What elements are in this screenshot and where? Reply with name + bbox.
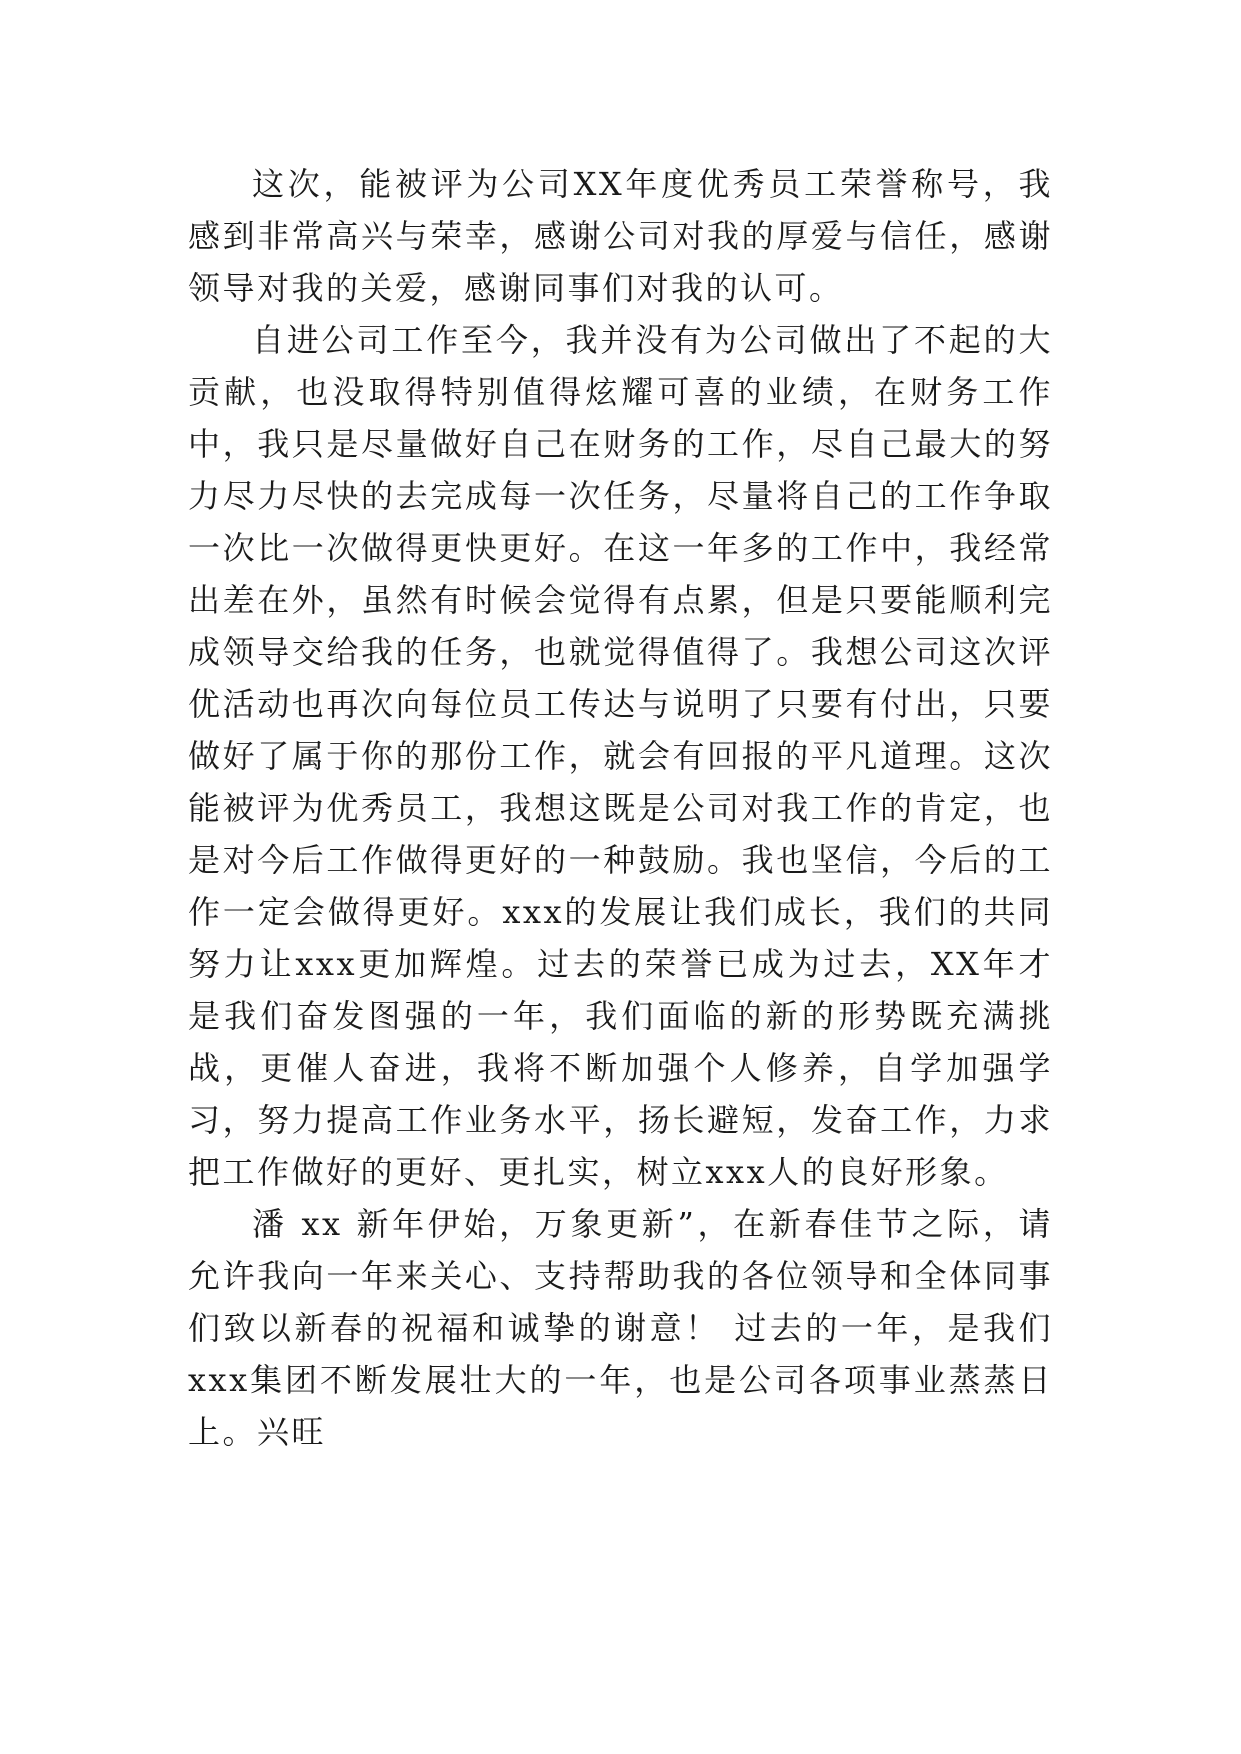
paragraph-2: 自进公司工作至今，我并没有为公司做出了不起的大贡献，也没取得特别值得炫耀可喜的业绩，在财务工作中，我只是尽量做好自己在财务的工作，尽自己最大的努力尽力尽快的去完成每一次任务，尽量将自己的工作争取一次比一次做得更快更好。在这一年多的工作中，我经常出差在外，虽然有时候会觉得有点累，但是只要能顺利完成领导交给我的任务，也就觉得值得了。我想公司这次评优活动也再次向每位员工传达与说明了只要有付出，只要做好了属于你的那份工作，就会有回报的平凡道理。这次能被评为优秀员工，我想这既是公司对我工作的肯定，也是对今后工作做得更好的一种鼓励。我也坚信，今后的工作一定会做得更好。xxx的发展让我们成长，我们的共同努力让xxx更加辉煌。过去的荣誉已成为过去，XX年才是我们奋发图强的一年，我们面临的新的形势既充满挑战，更催人奋进，我将不断加强个人修养，自学加强学习，努力提高工作业务水平，扬长避短，发奋工作，力求把工作做好的更好、更扎实，树立xxx人的良好形象。 — [188, 321, 1053, 1191]
paragraph-3: 潘 xx 新年伊始，万象更新”，在新春佳节之际，请允许我向一年来关心、支持帮助我的各位领导和全体同事们致以新春的祝福和诚挚的谢意！ 过去的一年，是我们xxx集团不断发展壮大的一年，也是公司各项事业蒸蒸日上。兴旺 — [188, 1205, 1053, 1451]
paragraph-1: 这次，能被评为公司XX年度优秀员工荣誉称号，我感到非常高兴与荣幸，感谢公司对我的厚爱与信任，感谢领导对我的关爱，感谢同事们对我的认可。 — [188, 165, 1053, 307]
document-body — [188, 158, 1053, 1458]
